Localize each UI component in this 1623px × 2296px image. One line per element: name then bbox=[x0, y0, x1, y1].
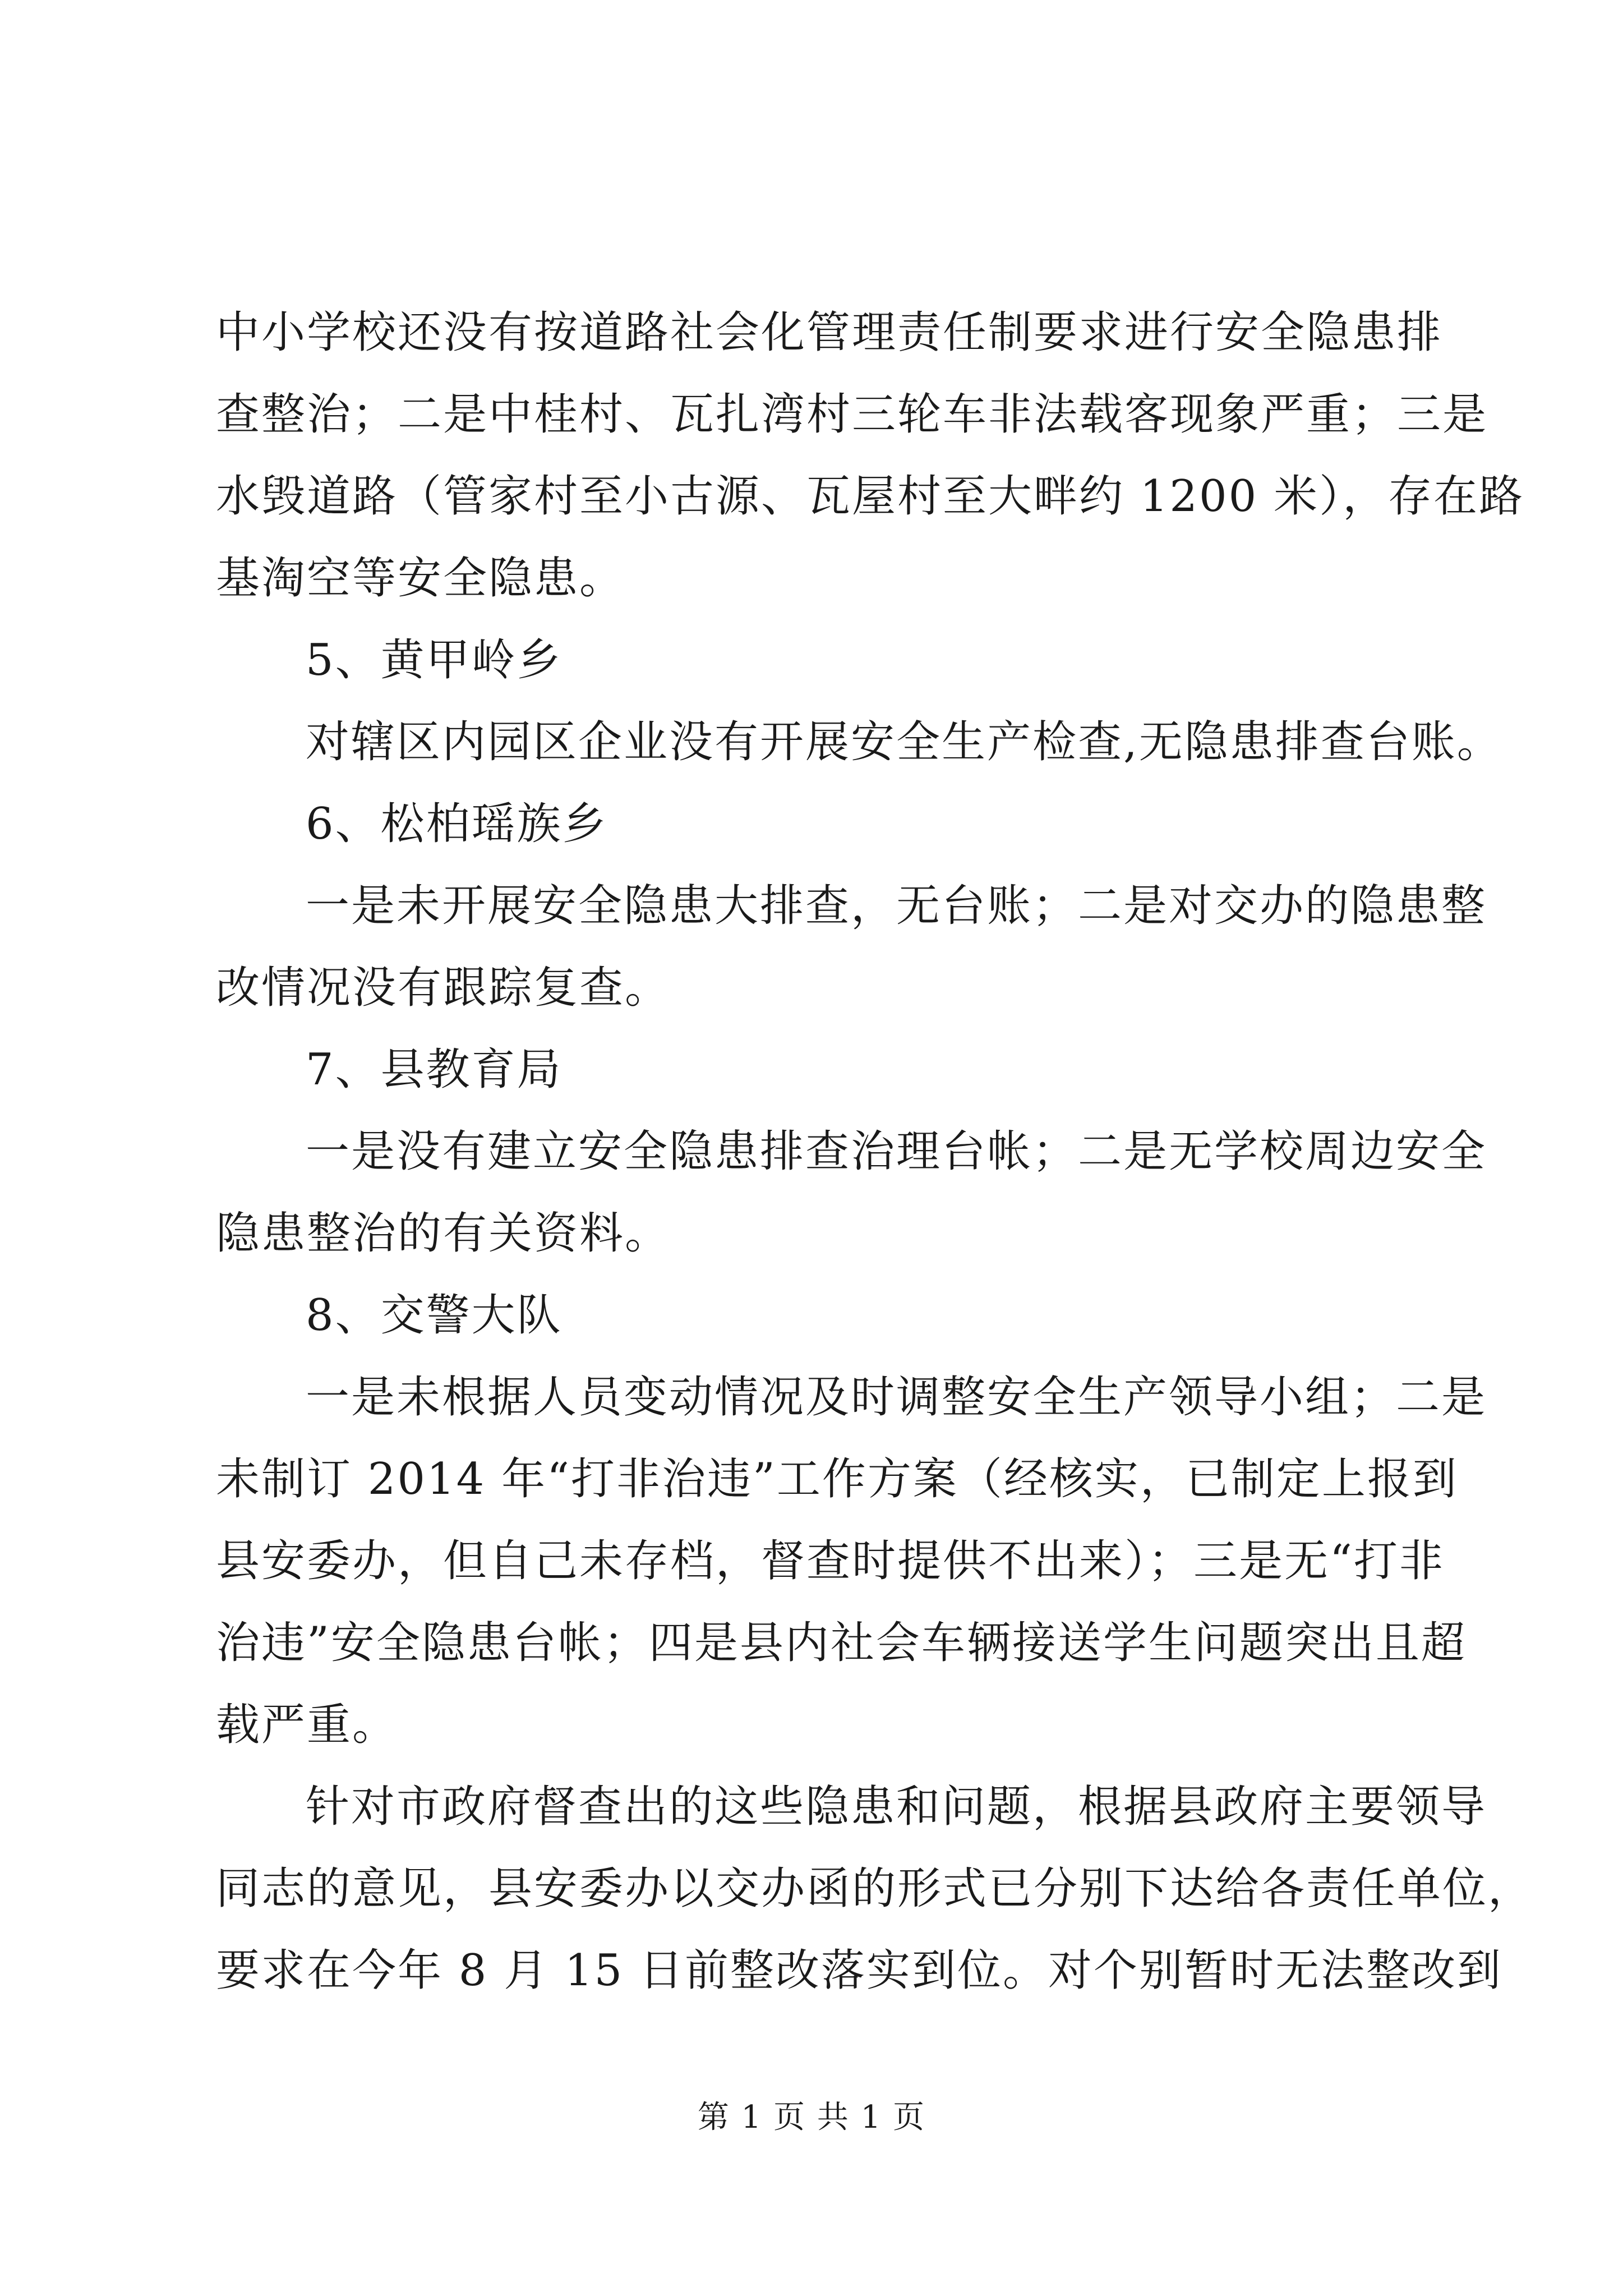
paragraph-line: 水毁道路（管家村至小古源、瓦屋村至大畔约 1200 米），存在路 bbox=[216, 471, 1525, 522]
page-number-label: 第 1 页 共 1 页 bbox=[697, 2099, 926, 2136]
section-heading: 6、松柏瑶族乡 bbox=[306, 799, 608, 849]
paragraph-line: 改情况没有跟踪复查。 bbox=[216, 963, 671, 1013]
paragraph-line: 要求在今年 8 月 15 日前整改落实到位。对个别暂时无法整改到 bbox=[216, 1945, 1503, 1996]
paragraph-line: 一是未根据人员变动情况及时调整安全生产领导小组；二是 bbox=[306, 1372, 1487, 1423]
section-heading: 5、黄甲岭乡 bbox=[306, 635, 562, 685]
paragraph-line: 查整治；二是中桂村、瓦扎湾村三轮车非法载客现象严重；三是 bbox=[216, 389, 1488, 440]
document-body bbox=[216, 292, 1534, 2012]
paragraph-line: 县安委办，但自己未存档，督查时提供不出来）；三是无“打非 bbox=[216, 1536, 1445, 1586]
paragraph-line: 载严重。 bbox=[216, 1700, 398, 1750]
paragraph-line: 隐患整治的有关资料。 bbox=[216, 1208, 671, 1259]
page-footer bbox=[0, 2095, 1623, 2140]
paragraph-line: 中小学校还没有按道路社会化管理责任制要求进行安全隐患排 bbox=[216, 307, 1443, 358]
section-heading: 7、县教育局 bbox=[306, 1045, 562, 1095]
paragraph-line: 基淘空等安全隐患。 bbox=[216, 553, 625, 604]
paragraph-line: 同志的意见，县安委办以交办函的形式已分别下达给各责任单位， bbox=[216, 1864, 1534, 1914]
paragraph-line: 治违”安全隐患台帐；四是县内社会车辆接送学生问题突出且超 bbox=[216, 1618, 1467, 1668]
section-heading: 8、交警大队 bbox=[306, 1290, 562, 1341]
paragraph-line: 未制订 2014 年“打非治违”工作方案（经核实，已制定上报到 bbox=[216, 1454, 1458, 1504]
paragraph-line: 一是没有建立安全隐患排查治理台帐；二是无学校周边安全 bbox=[306, 1126, 1487, 1177]
paragraph-line: 针对市政府督查出的这些隐患和问题，根据县政府主要领导 bbox=[306, 1782, 1487, 1832]
paragraph-line: 一是未开展安全隐患大排查，无台账；二是对交办的隐患整 bbox=[306, 881, 1487, 931]
paragraph-line: 对辖区内园区企业没有开展安全生产检查,无隐患排查台账。 bbox=[306, 717, 1502, 767]
